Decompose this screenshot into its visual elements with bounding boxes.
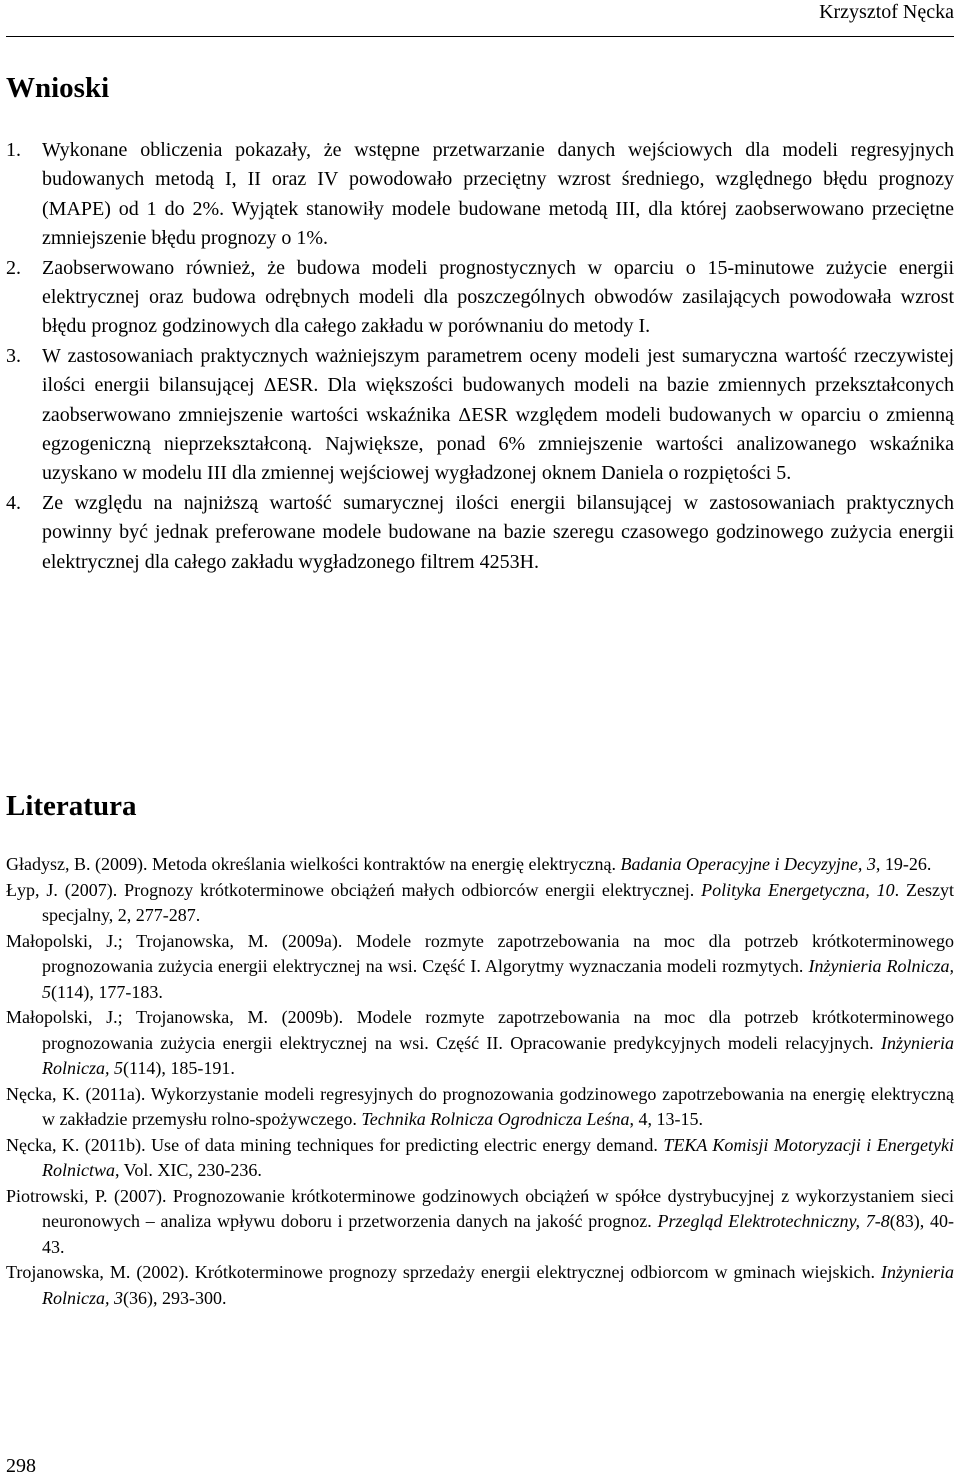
reference-source: Inżynieria Rolnicza, 5 (42, 956, 954, 1002)
conclusion-item (6, 136, 954, 254)
page-number: 298 (6, 1455, 36, 1477)
conclusion-text: ESR względem modeli budowanych w oparciu o zmienną egzogeniczną nieprzekształconą. Największe, ponad 6% zmniejszenie wartości analizowanego wskaźnika uzyskano w modelu III dla zmiennej wejściowej wygładzonej oknem Daniela o rozpiętości 5. (42, 403, 954, 485)
reference-entry (6, 1133, 954, 1184)
conclusion-text: Wykonane obliczenia pokazały, że wstępne przetwarzanie danych wejściowych dla modeli regresyjnych budowanych metodą I, II oraz IV powodowało przeciętny wzrost średniego, względnego błędu prognozy (MAPE) od 1 do 2%. Wyjątek stanowiły modele budowane metodą III, dla której zaobserwowano przeciętne zmniejszenie błędu prognozy o 1%. (42, 139, 954, 250)
reference-entry (6, 852, 954, 878)
conclusions-heading: Wnioski (6, 72, 110, 104)
reference-details: , 19-26. (875, 854, 932, 874)
reference-text: Łyp, J. (2007). Prognozy krótkoterminowe obciążeń małych odbiorców energii elektrycznej. (6, 879, 702, 900)
reference-details: (114), 185-191. (123, 1058, 235, 1078)
conclusion-item (6, 342, 954, 489)
reference-entry (6, 929, 954, 1006)
conclusion-text: ESR. Dla większości budowanych modeli na bazie zmiennych przekształconych zaobserwowano zmniejszenie wartości wskaźnika (42, 374, 954, 426)
delta-symbol: Δ (458, 404, 472, 426)
reference-details: . Zeszyt specjalny, 2, 277-287. (42, 879, 955, 925)
references-heading: Literatura (6, 790, 137, 822)
reference-text: Gładysz, B. (2009). Metoda określania wielkości kontraktów na energię elektryczną. (6, 854, 621, 874)
conclusion-item (6, 254, 954, 342)
reference-entry (6, 1184, 954, 1261)
conclusion-text: Zaobserwowano również, że budowa modeli prognostycznych w oparciu o 15-minutowe zużycie energii elektrycznej oraz budowa odrębnych modeli dla poszczególnych obwodów zasilających powodowała wzrost błędu prognoz godzinowych dla całego zakładu w porównaniu do metody I. (42, 256, 954, 338)
reference-text: Piotrowski, P. (2007). Prognozowanie krótkoterminowe godzinowych obciążeń w spółce dystrybucyjnej z wykorzystaniem sieci neuronowych – analiza wpływu doboru i przetworzenia danych na jakość prognoz. (6, 1185, 954, 1231)
reference-source: Inżynieria Rolnicza, 3 (42, 1262, 954, 1308)
running-header-author: Krzysztof Nęcka (819, 1, 954, 23)
conclusion-number: 4. (6, 491, 21, 514)
reference-entry (6, 1082, 954, 1133)
reference-entry (6, 1005, 954, 1082)
conclusion-text: W zastosowaniach praktycznych ważniejszym parametrem oceny modeli jest sumaryczna wartość rzeczywistej ilości energii bilansującej (42, 344, 954, 397)
reference-text: Nęcka, K. (2011b). Use of data mining techniques for predicting electric energy demand. (6, 1134, 664, 1155)
reference-text: Małopolski, J.; Trojanowska, M. (2009b). Modele rozmyte zapotrzebowania na moc dla potrzeb krótkoterminowego prognozowania zużycia energii elektrycznej na wsi. Część II. Opracowanie predykcyjnych modeli relacyjnych. (6, 1007, 954, 1053)
conclusion-item (6, 489, 954, 577)
reference-details: , Vol. XIC, 230-236. (115, 1160, 262, 1180)
reference-source: Badania Operacyjne i Decyzyjne, 3 (620, 854, 876, 874)
header-divider (6, 36, 954, 37)
reference-entry (6, 1260, 954, 1311)
reference-details: (36), 293-300. (123, 1287, 227, 1308)
reference-text: Nęcka, K. (2011a). Wykorzystanie modeli regresyjnych do prognozowania godzinowego zapotrzebowania na energię elektryczną w zakładzie przemysłu rolno-spożywczego. (6, 1083, 954, 1129)
conclusion-number: 3. (6, 344, 21, 367)
reference-source: Przegląd Elektrotechniczny, 7-8 (657, 1211, 890, 1231)
reference-text: Małopolski, J.; Trojanowska, M. (2009a). Modele rozmyte zapotrzebowania na moc dla potrzeb krótkoterminowego prognozowania zużycia energii elektrycznej na wsi. Część I. Algorytmy wyznaczania modeli rozmytych. (6, 930, 954, 976)
delta-symbol: Δ (263, 375, 277, 397)
reference-source: Inżynieria Rolnicza, 5 (42, 1032, 954, 1078)
reference-details: , 4, 13-15. (629, 1109, 704, 1129)
conclusion-number: 1. (6, 139, 21, 161)
reference-details: (83), 40-43. (42, 1211, 954, 1257)
reference-details: (114), 177-183. (51, 981, 163, 1002)
reference-source: TEKA Komisji Motoryzacji i Energetyki Rolnictwa (42, 1134, 954, 1180)
references-list (6, 852, 954, 1311)
reference-text: Trojanowska, M. (2002). Krótkoterminowe prognozy sprzedaży energii elektrycznej odbiorcom w gminach wiejskich. (6, 1262, 882, 1282)
reference-source: Technika Rolnicza Ogrodnicza Leśna (361, 1109, 630, 1129)
conclusion-number: 2. (6, 256, 21, 279)
reference-entry (6, 878, 954, 929)
conclusion-text: Ze względu na najniższą wartość sumarycznej ilości energii bilansującej w zastosowaniach praktycznych powinny być jednak preferowane modele budowane na bazie szeregu czasowego godzinowego zużycia energii elektrycznej dla całego zakładu wygładzonego filtrem 4253H. (42, 491, 954, 573)
reference-source: Polityka Energetyczna, 10 (701, 879, 895, 900)
conclusions-list (6, 136, 954, 577)
